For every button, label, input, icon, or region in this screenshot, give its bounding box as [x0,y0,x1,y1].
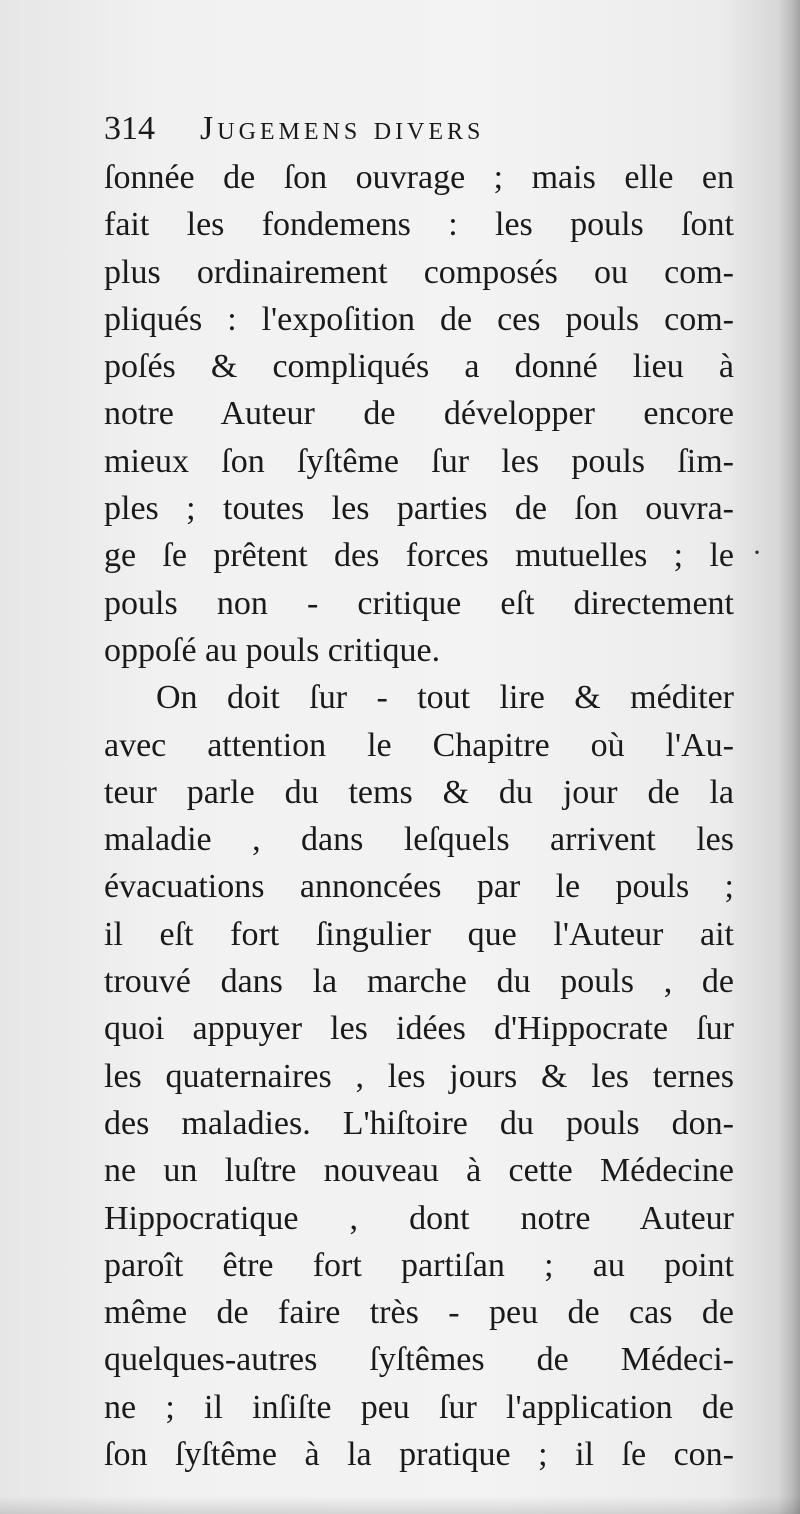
text-line: quelques-autres ſyſtêmes de Médeci- [104,1341,734,1379]
text-line: pouls non - critique eſt directement [104,584,734,622]
ink-speck: · [752,536,762,569]
page-number: 314 [104,110,155,147]
paragraph-start-line: On doit ſur - tout lire & méditer [156,679,734,717]
text-line: évacuations annoncées par le pouls ; [104,868,734,906]
text-line: Hippocratique , dont notre Auteur [104,1199,734,1237]
text-line: ne un luſtre nouveau à cette Médecine [104,1152,734,1190]
text-line: quoi appuyer les idées d'Hippocrate ſur [104,1010,734,1048]
text-line: fait les fondemens : les pouls ſont [104,206,734,244]
text-line: oppoſé au pouls critique. [104,631,441,669]
text-line: ples ; toutes les parties de ſon ouvra- [104,490,734,528]
text-line: des maladies. L'hiſtoire du pouls don- [104,1104,734,1142]
text-line: ſon ſyſtême à la pratique ; il ſe con- [104,1436,734,1474]
body-text [104,154,734,1478]
page-bottom-shadow [0,1496,800,1514]
text-line: maladie , dans leſquels arrivent les [104,821,734,859]
page-edge-shadow [778,0,800,1514]
text-line: mieux ſon ſyſtême ſur les pouls ſim- [104,442,734,480]
text-line: trouvé dans la marche du pouls , de [104,963,734,1001]
text-line: ſonnée de ſon ouvrage ; mais elle en [104,159,734,196]
text-line: teur parle du tems & du jour de la [104,773,734,811]
text-line: paroît être fort partiſan ; au point [104,1246,734,1284]
text-line: notre Auteur de développer encore [104,395,734,433]
text-line: ge ſe prêtent des forces mutuelles ; le [104,537,734,575]
text-line: il eſt fort ſingulier que l'Auteur ait [104,915,734,953]
running-title: Jugemens divers [200,110,485,147]
text-line: ne ; il inſiſte peu ſur l'application de [104,1388,734,1426]
text-line: plus ordinairement composés ou com- [104,253,734,291]
text-line: avec attention le Chapitre où l'Au- [104,726,734,764]
text-line: poſés & compliqués a donné lieu à [104,348,734,386]
running-head [104,104,744,154]
text-line: les quaternaires , les jours & les ternes [104,1057,734,1095]
text-line: même de faire très - peu de cas de [104,1294,734,1332]
text-line: pliqués : l'expoſition de ces pouls com- [104,300,734,338]
